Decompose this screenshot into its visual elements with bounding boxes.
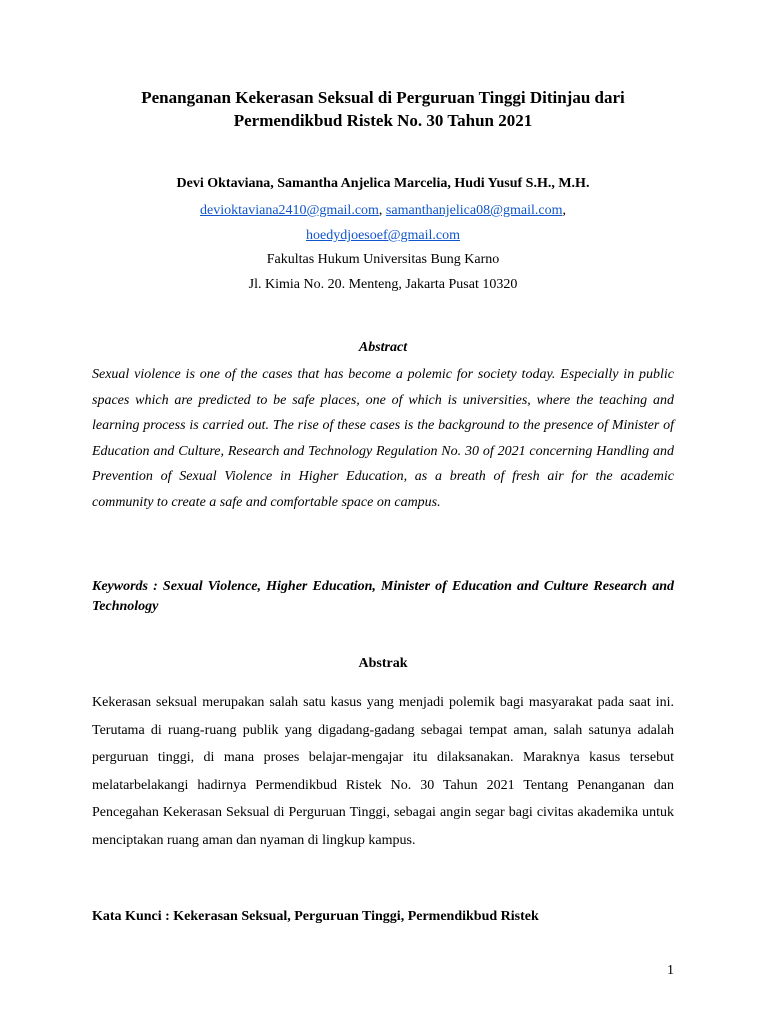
paper-title (92, 86, 674, 132)
author-list: Devi Oktaviana, Samantha Anjelica Marcelia, Hudi Yusuf S.H., M.H. (176, 176, 590, 191)
affiliation-block (92, 247, 674, 297)
email-link-hudi[interactable]: hoedydjoesoef@gmail.com (305, 228, 461, 243)
kata-kunci: Kata Kunci : Kekerasan Seksual, Perguruan Tinggi, Permendikbud Ristek (92, 909, 539, 924)
email-link-samantha[interactable]: samanthanjelica08@gmail.com (385, 203, 563, 218)
email-separator: , (378, 203, 386, 218)
affiliation: Fakultas Hukum Universitas Bung Karno (266, 252, 500, 267)
email-block (92, 198, 674, 248)
abstrak-text: Kekerasan seksual merupakan salah satu kasus yang menjadi polemik bagi masyarakat pada saat ini. Terutama di ruang-ruang publik yang digadang-gadang sebagai tempat aman, salah satunya adalah perguruan tinggi, di mana proses belajar-mengajar itu dilaksanakan. Maraknya kasus tersebut melatarbelakangi hadirnya Permendikbud Ristek No. 30 Tahun 2021 Tentang Penanganan dan Pencegahan Kekerasan Seksual di Perguruan Tinggi, sebagai angin segar bagi civitas akademika untuk menciptakan ruang aman dan nyaman di lingkup kampus. (92, 695, 674, 848)
page-number: 1 (667, 963, 674, 978)
abstract-text: Sexual violence is one of the cases that has become a polemic for society today. Especially in public spaces which are predicted to be safe places, one of which is universities, where the teaching and learning process is carried out. The rise of these cases is the background to the presence of Minister of Education and Culture, Research and Technology Regulation No. 30 of 2021 concerning Handling and Prevention of Sexual Violence in Higher Education, as a breath of fresh air for the academic community to create a safe and comfortable space on campus. (92, 367, 674, 510)
title-line-2: Permendikbud Ristek No. 30 Tahun 2021 (233, 111, 533, 130)
email-trailing-comma: , (562, 203, 566, 218)
abstrak-heading: Abstrak (358, 656, 408, 671)
title-line-1: Penanganan Kekerasan Seksual di Perguruan Tinggi Ditinjau dari (141, 88, 625, 107)
address: Jl. Kimia No. 20. Menteng, Jakarta Pusat 10320 (248, 277, 518, 292)
keywords: Keywords : Sexual Violence, Higher Education, Minister of Education and Culture Research and Technology (92, 579, 674, 614)
email-link-devi[interactable]: devioktaviana2410@gmail.com (200, 203, 379, 218)
abstract-heading: Abstract (358, 340, 408, 355)
